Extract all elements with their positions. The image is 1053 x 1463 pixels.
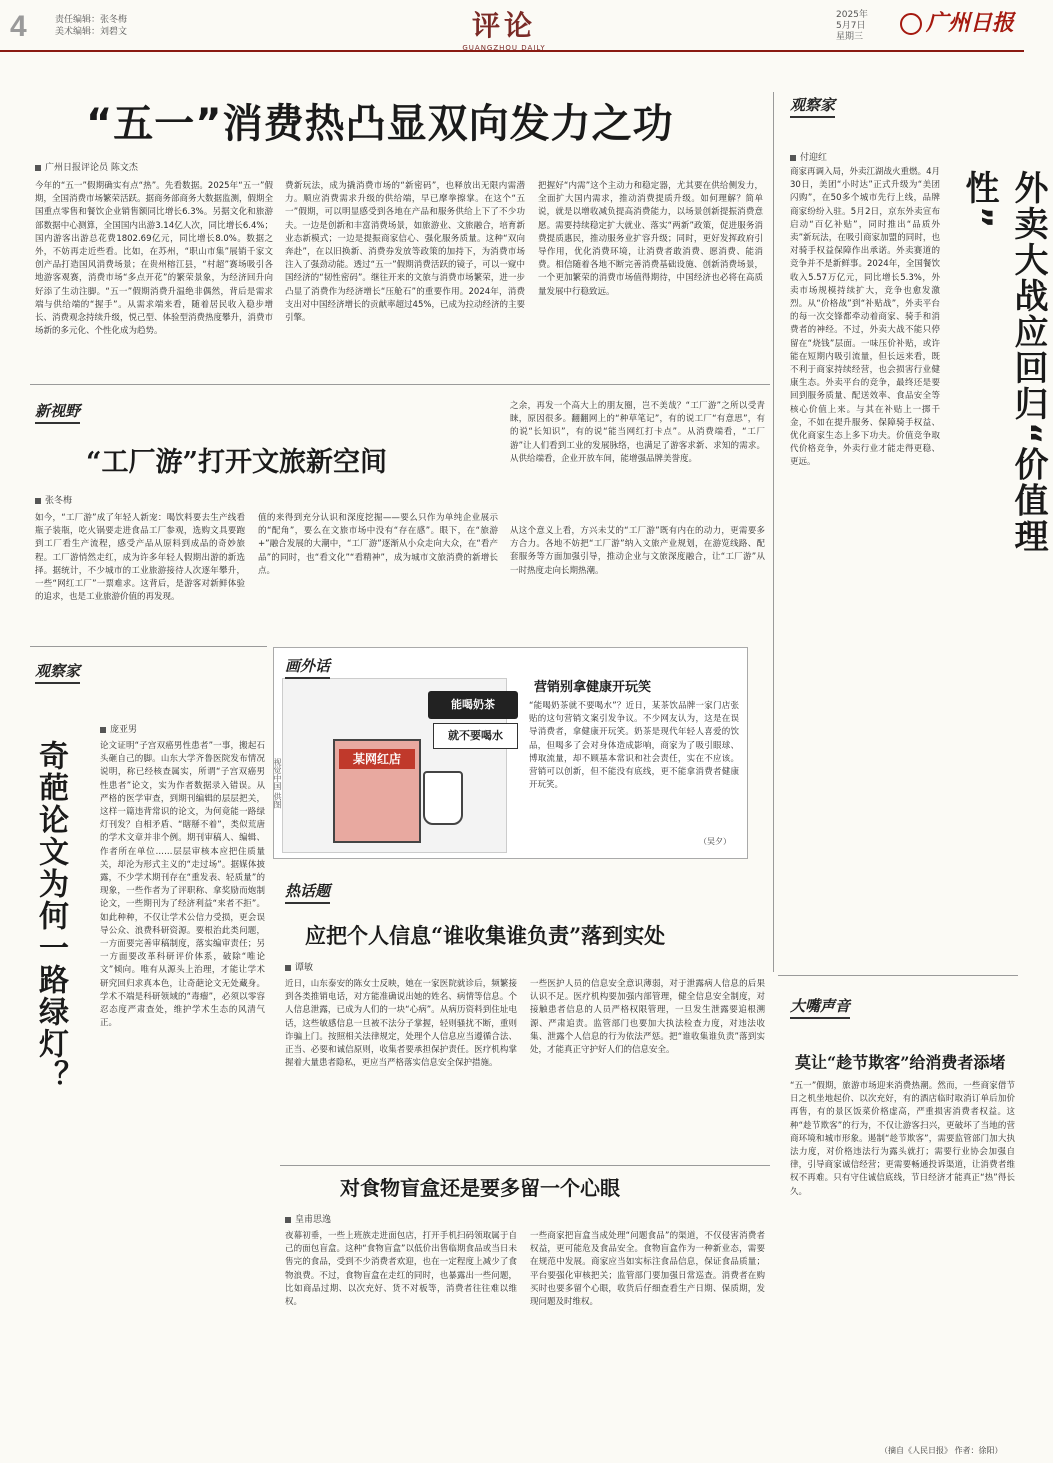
cartoon-kicker: 画外话 [285,655,330,679]
lead-column-1: 今年的“五一”假期确实有点“热”。先看数据。2025年“五一”假期，全国消费市场繁荣活跃。据商务部商务大数据监测，假期全国重点零售和餐饮企业销售额同比增长6.3%。另据文化和旅游部数据中心测算，全国国内出游3.14亿人次，同比增长6.4%；国内游客出游总花费1802.69亿元，同比增长8.0%。数据之外，不妨再走近些看。比如，在苏州，“职山市集”展销千家文创产品打造国风消费场景；在贵州榕江县，“村超”赛场吸引各地游客观赛，消费市场“多点开花”的繁荣景象，为经济回升向好添了生动注脚。“五一”假期消费升温绝非偶然，背后是需求端与供给端的“握手”。从需求端来看，随着居民收入稳步增长、消费观念持续升级，悦己型、体验型消费热度攀升，消费市场新的多元化、个性化成为趋势。 [35,181,274,337]
slogan-bubble: 能喝奶茶 [428,691,518,719]
section-divider [280,1165,770,1166]
factory-column-4: 从这个意义上看，方兴未艾的“工厂游”既有内在的动力，更需要多方合力。各地不妨把“工厂游”纳入文旅产业规划，在游览线路、配套服务等方面加强引导，推动企业与文旅深度融合，让“工厂游”从一时热度走向长期热潮。 [510,526,765,576]
voices-body: “五一”假期，旅游市场迎来消费热潮。然而，一些商家借节日之机坐地起价、以次充好，有的酒店临时取消订单后加价再售，有的景区饭菜价格虚高，严重损害消费者权益。这种“趁节欺客”的行为，不仅让游客扫兴，更破坏了当地的营商环境和城市形象。遏制“趁节欺客”，需要监管部门加大执法力度，对价格违法行为露头就打；需要行业协会加强自律，引导商家诚信经营；更需要畅通投诉渠道，让消费者维权不再难。只有守住诚信底线，节日经济才能真正“热”得长久。 [790,1081,1015,1197]
date-day: 5月7日 [836,21,866,31]
privacy-column-1: 近日，山东泰安的陈女士反映，她在一家医院就诊后，频繁接到各类推销电话，对方能准确说出她的姓名、病情等信息。个人信息泄露，已成为人们的一块“心病”。从病历资料到住址电话，这些敏感信息一旦被不法分子掌握，轻则骚扰不断，重则诈骗上门。按照相关法律规定，处理个人信息应当遵循合法、正当、必要和诚信原则，收集者要承担保护责任。医疗机构掌握着大量患者隐私，更应当严格落实信息安全保护措施。 [285,979,517,1069]
voices-kicker: 大嘴声音 [790,995,850,1019]
blindbox-column-2: 一些商家把盲盒当成处理“问题食品”的渠道，不仅侵害消费者权益，更可能危及食品安全。食物盲盒作为一种新业态，需要在规范中发展。商家应当如实标注食品信息，保证食品质量；平台要强化审核把关；监管部门要加强日常巡查。消费者在购买时也要多留个心眼，收货后仔细查看生产日期、保质期，发现问题及时维权。 [530,1231,765,1308]
takeout-vertical-headline: 外卖大战应回归“价值理性” [959,170,1048,555]
section-divider [30,646,267,647]
privacy-column-2: 一些医护人员的信息安全意识薄弱，对于泄露病人信息的后果认识不足。医疗机构要加强内部管理，健全信息安全制度，对接触患者信息的人员严格权限管理，一旦发生泄露要追根溯源、严肃追责。监管部门也要加大执法检查力度，对违法收集、泄露个人信息的行为依法严惩。把“谁收集谁负责”落到实处，才能真正守护好人们的信息安全。 [530,979,765,1056]
issue-date [836,10,868,43]
cartoon-panel [273,647,748,859]
newspaper-logo [900,6,1014,37]
editor-credits [55,14,127,38]
takeout-byline: 付迎红 [790,150,827,163]
shop-sign: 某网红店 [339,749,415,769]
slogan-bubble-2: 就不要喝水 [433,723,518,749]
blindbox-byline: 皇甫思逸 [285,1212,331,1225]
factory-column-1: 如今，“工厂游”成了年轻人新宠：喝饮料要去生产线看瓶子装瓶，吃火锅要走进食品工厂参观，选购文具要跑到工厂看生产流程，感受产品从原料到成品的奇妙旅程。工厂游悄然走红，成为许多年轻人假期出游的新选择。据统计，不少城市的工业旅游接待人次逐年攀升，一些“网红工厂”一票难求。这背后，是游客对新鲜体验的追求，也是工业旅游价值的再发现。 [35,513,245,603]
cartoon-illustration [282,678,507,853]
blindbox-column-1: 夜幕初垂，一些上班族走进面包店，打开手机扫码领取属于自己的面包盲盒。这种“食物盲盒”以低价出售临期食品或当日未售完的食品，受到不少消费者欢迎，也在一定程度上减少了食物浪费。不过，食物盲盒在走红的同时，也暴露出一些问题，比如商品过期、以次充好、货不对板等，消费者往往难以维权。 [285,1231,517,1308]
page-header [0,0,1024,52]
paper-kicker: 观察家 [35,660,80,684]
takeout-kicker: 观察家 [790,94,835,118]
cartoon-commentary-title: 营销别拿健康开玩笑 [534,680,652,695]
takeout-body-lower [790,500,1015,970]
factory-column-2: 值的来得到充分认识和深度挖掘——要么只作为单纯企业展示的“配角”，要么在文旅市场中没有“存在感”。眼下，在“旅游+”融合发展的大潮中，“工厂游”逐渐从小众走向大众，在“看产品”的同时，也“看文化”“看精神”，成为城市文旅消费的新增长点。 [258,513,498,576]
cartoon-commentary-author: （吴夕） [699,837,731,846]
factory-column-3: 之余，再发一个高大上的朋友圈，岂不美哉？“工厂游”之所以受青睐，原因很多。翻翻网上的“种草笔记”，有的说工厂“有意思”，有的说“长知识”，有的说“能当网红打卡点”。从消费端看，“工厂游”让人们看到工业的发展脉络，也满足了游客求新、求知的需求。从供给端看，企业开放车间，能增强品牌美誉度。 [510,401,765,464]
cartoon-commentary-body: “能喝奶茶就不要喝水”？近日，某茶饮品牌一家门店张贴的这句营销文案引发争议。不少网友认为，这是在误导消费者，拿健康开玩笑。奶茶是现代年轻人喜爱的饮品，但喝多了会对身体造成影响，商家为了吸引眼球、博取流量，却不顾基本常识和社会责任，实在不应该。营销可以创新，但不能没有底线，更不能拿消费者健康开玩笑。 [529,701,739,791]
voices-source: （摘自《人民日报》 作者：徐阳） [880,1446,1003,1455]
date-year: 2025年 [836,10,868,20]
takeout-body: 商家再调入局，外卖江湖战火重燃。4月30日，美团“小时达”正式升级为“美团闪购”，在50多个城市先行上线，品牌商家纷纷入驻。5月2日，京东外卖宣布启动“百亿补贴”，同时推出“品质外卖”新玩法，在吸引商家加盟的同时，也对骑手权益保障作出承诺。外卖赛道的竞争并不是新鲜事。2024年，全国餐饮收入5.57万亿元，同比增长5.3%，外卖市场规模持续扩大，竞争也愈发激烈。从“价格战”到“补贴战”，外卖平台的每一次交锋都牵动着商家、骑手和消费者的神经。不过，外卖大战不能只停留在“烧钱”层面。一味压价补贴，或许能在短期内吸引流量，但长远来看，既不利于商家持续经营，也会损害行业健康生态。外卖平台的竞争，最终还是要回到服务质量、配送效率、食品安全等核心价值上来。与其在补贴上一掷千金，不如在提升服务、保障骑手权益、优化商家生态上多下功夫。价值竞争取代价格竞争，外卖行业才能走得更稳、更远。 [790,167,940,468]
logo-text: 广州日报 [926,10,1015,36]
factory-byline: 张冬梅 [35,493,72,506]
page-number: 4 [10,10,27,43]
section-title [444,4,564,52]
section-divider [30,384,770,385]
column-divider [773,92,774,972]
paper-body: 论文证明“子宫双癌男性患者”一事，搬起石头砸自己的脚。山东大学齐鲁医院发布情况说明，称已经核查属实，所谓“子宫双癌男性患者”论文，实为作者数据录入错误。从严格的医学审查，到期刊编辑的层层把关，这样一篇违背常识的论文，为何竟能一路绿灯刊发？自相矛盾、“瞎掰不着”，类似荒唐的学术文章并非个例。期刊审稿人、编辑、作者所在单位……层层审核本应把住质量关，却沦为形式主义的“走过场”。据媒体披露，不少学术期刊存在“重发表、轻质量”的现象，一些作者为了评职称、拿奖励而炮制论文，一些期刊为了经济利益“来者不拒”。如此种种，不仅让学术公信力受损，更会误导公众、浪费科研资源。要根治此类问题，一方面要完善审稿制度，落实编审责任；另一方面要改革科研评价体系，破除“唯论文”倾向。唯有从源头上治理，才能让学术研究回归求真本色，让奇葩论文无处藏身。学术不端是科研领域的“毒瘤”，必须以零容忍态度严肃查处，维护学术生态的风清气正。 [100,741,265,1029]
cartoon-credit: 视觉中国 供图 [273,758,282,809]
section-name: 评论 [471,9,536,42]
section-divider [778,975,1018,976]
factory-kicker: 新视野 [35,400,80,424]
paper-vertical-headline: 奇葩论文为何一路绿灯？ [33,740,68,1092]
lead-column-2: 费新玩法，成为撬消费市场的“新密码”，也释放出无限内需潜力。顺应消费需求升级的供给端，早已摩拳擦掌。在这个“五一”假期，可以明显感受到各地在产品和服务供给上下了不少功夫。一边是创新和丰富消费场景，如旅游业、文旅融合，培育新业态新模式；一边是提振商家信心、强化服务质量。这种“双向奔赴”，在以旧换新、消费券发放等政策的加持下，为消费市场注入了强劲动能。透过“五一”假期消费活跃的镜子，可以一窥中国经济的“韧性密码”。继往开来的文旅与消费市场繁荣，进一步凸显了消费作为经济增长“压舱石”的重要作用。2024年，消费支出对中国经济增长的贡献率超过45%，已成为拉动经济的主要引擎。 [285,181,525,324]
blindbox-headline: 对食物盲盒还是要多留一个心眼 [340,1176,620,1200]
privacy-kicker: 热话题 [285,880,330,904]
lead-headline: “五一”消费热凸显双向发力之功 [86,101,674,147]
lead-byline: 广州日报评论员 陈文杰 [35,160,138,173]
section-english: GUANGZHOU DAILY [462,44,546,52]
art-editor-line: 美术编辑：刘碧文 [55,27,128,37]
editor-line: 责任编辑：张冬梅 [55,15,128,25]
privacy-byline: 谭敏 [285,960,313,973]
paper-byline: 庞亚男 [100,722,137,735]
milk-tea-cup-icon [423,771,463,825]
voices-headline: 莫让“趁节欺客”给消费者添堵 [795,1053,1006,1072]
logo-emblem-icon [900,13,922,35]
factory-headline: “工厂游”打开文旅新空间 [86,447,388,478]
date-weekday: 星期三 [836,32,864,42]
privacy-headline: 应把个人信息“谁收集谁负责”落到实处 [305,923,666,948]
lead-column-3: 把握好“内需”这个主动力和稳定器，尤其要在供给侧发力，全面扩大国内需求，推动消费提质升级。如何理解？简单说，就是以增收减负提高消费能力，以场景创新提振消费意愿。需要持续稳定扩大就业、落实“两新”政策，促进服务消费提质惠民，推动服务业扩容升级；同时，更好发挥政府引导作用，优化消费环境，让消费者敢消费、愿消费、能消费。相信随着各地不断完善消费基础设施、创新消费场景，一个更加繁荣的消费市场值得期待，中国经济也必将在高质量发展中行稳致远。 [538,181,763,297]
